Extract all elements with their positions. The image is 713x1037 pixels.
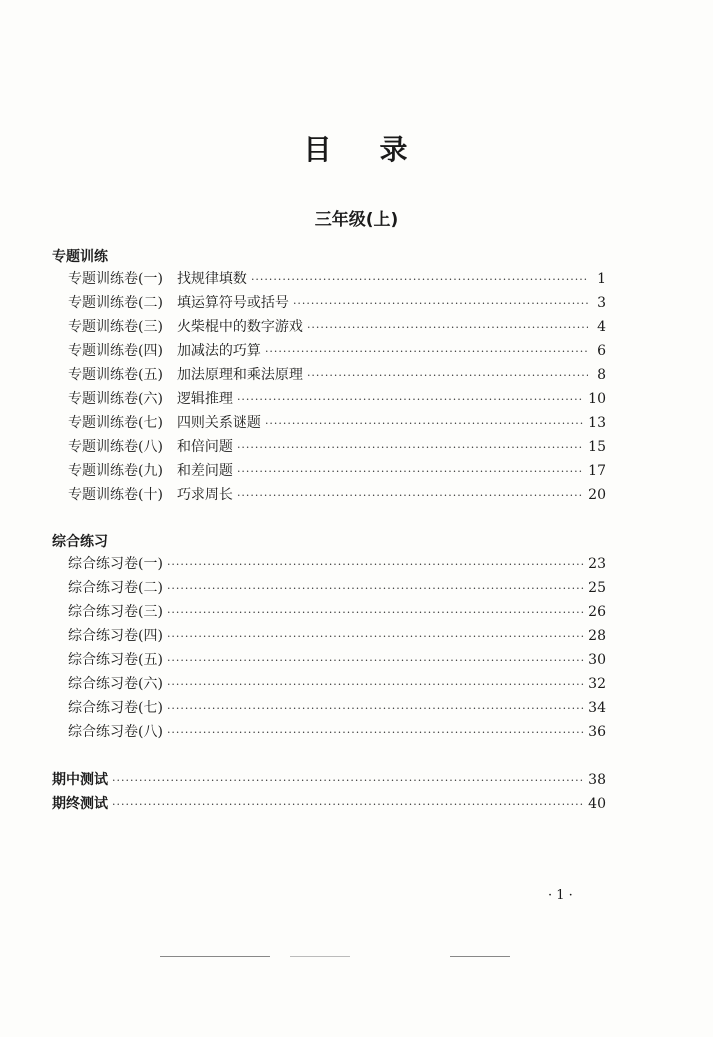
dot-leader — [167, 674, 584, 696]
toc-volume: 专题训练卷(一) — [68, 271, 163, 287]
toc-page: 30 — [588, 652, 606, 668]
toc-page: 4 — [597, 319, 606, 335]
toc-entry[interactable] — [68, 577, 606, 599]
scan-edge-line — [160, 956, 270, 957]
dot-leader — [307, 317, 588, 339]
toc-volume: 综合练习卷(六) — [68, 676, 163, 692]
toc-page: 20 — [588, 487, 606, 503]
dot-leader — [265, 413, 584, 435]
dot-leader — [237, 437, 584, 459]
toc-page: 3 — [597, 295, 606, 311]
dot-leader — [167, 554, 584, 576]
toc-volume: 综合练习卷(二) — [68, 580, 163, 596]
toc-page: 13 — [588, 415, 606, 431]
toc-entry-midterm[interactable] — [52, 769, 606, 791]
toc-entry[interactable] — [68, 340, 606, 362]
toc-volume: 专题训练卷(五) — [68, 367, 163, 383]
toc-page: 6 — [597, 343, 606, 359]
dot-leader — [265, 341, 588, 363]
dot-leader — [167, 626, 584, 648]
dot-leader — [112, 770, 584, 792]
toc-topic: 和差问题 — [176, 463, 233, 479]
toc-page: 1 — [597, 271, 606, 287]
dot-leader — [237, 389, 584, 411]
toc-volume: 综合练习卷(七) — [68, 700, 163, 716]
toc-volume: 综合练习卷(五) — [68, 652, 163, 668]
toc-topic: 逻辑推理 — [176, 391, 233, 407]
toc-topic: 火柴棍中的数字游戏 — [176, 319, 303, 335]
toc-topic: 和倍问题 — [176, 439, 233, 455]
toc-entry[interactable] — [68, 553, 606, 575]
dot-leader — [167, 698, 584, 720]
toc-topic: 找规律填数 — [176, 271, 247, 287]
toc-volume: 专题训练卷(二) — [68, 295, 163, 311]
toc-topic: 加减法的巧算 — [176, 343, 261, 359]
toc-entry[interactable] — [68, 484, 606, 506]
page-title — [0, 128, 713, 168]
toc-entry[interactable] — [68, 460, 606, 482]
scan-edge-line — [290, 956, 350, 957]
dot-leader — [237, 485, 584, 507]
dot-leader — [112, 794, 584, 816]
dot-leader — [307, 365, 588, 387]
dot-leader — [167, 650, 584, 672]
toc-entry[interactable] — [68, 673, 606, 695]
toc-volume: 专题训练卷(九) — [68, 463, 163, 479]
toc-page: 32 — [588, 676, 606, 692]
toc-entry[interactable] — [68, 436, 606, 458]
section-heading-comprehensive: 综合练习 — [52, 534, 108, 550]
toc-topic: 加法原理和乘法原理 — [176, 367, 303, 383]
toc-entry[interactable] — [68, 721, 606, 743]
toc-page: 34 — [588, 700, 606, 716]
toc-volume: 综合练习卷(一) — [68, 556, 163, 572]
dot-leader — [237, 461, 584, 483]
toc-entry[interactable] — [68, 316, 606, 338]
toc-page: 23 — [588, 556, 606, 572]
toc-entry[interactable] — [68, 292, 606, 314]
dot-leader — [167, 578, 584, 600]
toc-entry[interactable] — [68, 649, 606, 671]
title-char-2: 录 — [379, 133, 410, 166]
toc-entry[interactable] — [68, 697, 606, 719]
toc-topic: 四则关系谜题 — [176, 415, 261, 431]
toc-page: 15 — [588, 439, 606, 455]
toc-entry[interactable] — [68, 364, 606, 386]
dot-leader — [293, 293, 588, 315]
toc-topic: 巧求周长 — [176, 487, 233, 503]
toc-page: 10 — [588, 391, 606, 407]
toc-volume: 期中测试 — [52, 772, 108, 788]
toc-entry[interactable] — [68, 601, 606, 623]
toc-page: 28 — [588, 628, 606, 644]
toc-volume: 综合练习卷(三) — [68, 604, 163, 620]
toc-volume: 综合练习卷(四) — [68, 628, 163, 644]
dot-leader — [167, 722, 584, 744]
toc-volume: 专题训练卷(十) — [68, 487, 163, 503]
toc-volume: 专题训练卷(四) — [68, 343, 163, 359]
page-number: · 1 · — [548, 888, 573, 903]
toc-page: 38 — [588, 772, 606, 788]
toc-page: 40 — [588, 796, 606, 812]
toc-volume: 专题训练卷(六) — [68, 391, 163, 407]
toc-entry[interactable] — [68, 268, 606, 290]
toc-topic: 填运算符号或括号 — [176, 295, 289, 311]
toc-page: 36 — [588, 724, 606, 740]
section-heading-topic-training: 专题训练 — [52, 249, 108, 265]
toc-entry[interactable] — [68, 625, 606, 647]
toc-volume: 专题训练卷(七) — [68, 415, 163, 431]
title-char-1: 目 — [303, 133, 334, 166]
toc-page: 26 — [588, 604, 606, 620]
grade-heading: 三年级(上) — [314, 210, 399, 230]
toc-entry[interactable] — [68, 412, 606, 434]
toc-volume: 期终测试 — [52, 796, 108, 812]
toc-page: 8 — [597, 367, 606, 383]
dot-leader — [251, 269, 588, 291]
toc-entry[interactable] — [68, 388, 606, 410]
toc-volume: 专题训练卷(三) — [68, 319, 163, 335]
toc-entry-final[interactable] — [52, 793, 606, 815]
toc-page: 17 — [588, 463, 606, 479]
toc-volume: 综合练习卷(八) — [68, 724, 163, 740]
dot-leader — [167, 602, 584, 624]
toc-page: 25 — [588, 580, 606, 596]
toc-volume: 专题训练卷(八) — [68, 439, 163, 455]
scan-edge-line — [450, 956, 510, 957]
